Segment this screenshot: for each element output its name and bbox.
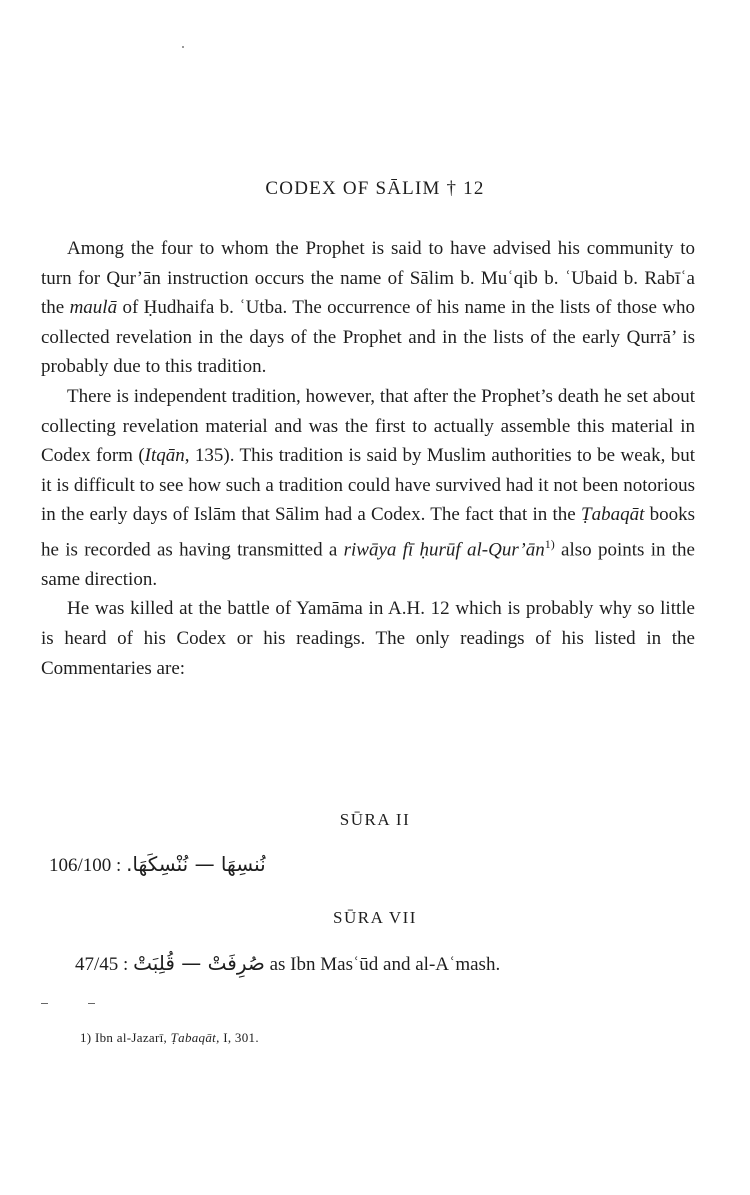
arabic-variant: صُرِفَتْ — قُلِبَتْ [133, 951, 265, 975]
paragraph-3-text: He was killed at the battle of Yamāma in A.H. 12 which is probably why so little is heard of his Codex or his readings. The only readings of his listed in the Commentaries are: [41, 598, 695, 679]
paragraph-2-text-a: There is independent tradition, however, that after the Prophet’s death he set about collecting revelation material and was the first to actually assemble this material in Codex form ( [41, 385, 695, 467]
footnote [80, 1030, 259, 1046]
footnote-author: Ibn al-Jazarī, [95, 1030, 168, 1045]
page-title: CODEX OF SĀLIM † 12 [265, 178, 485, 199]
paragraph-1-text: Among the four to whom the Prophet is said to have advised his community to turn for Qur’ān instruction occurs the name of Sālim b. Muʿqib b. ʿUbaid b. Rabīʿa the [41, 238, 695, 319]
footnote-rule [41, 1003, 48, 1004]
paragraph-1 [41, 234, 695, 382]
paragraph-2-text-c: books he is recorded as having transmitted a [41, 504, 696, 561]
sura-2-reading [49, 852, 266, 877]
paragraph-2-text-b: , 135). This tradition is said by Muslim authorities to be weak, but it is difficult to see how such a tradition could have survived had it not been notorious in the early days of Islām that Sālim had a Codex. The fact that in the [41, 445, 695, 526]
sura-7-reading [75, 951, 500, 976]
reading-note: as Ibn Masʿūd and al-Aʿmash. [269, 954, 501, 975]
verse-number: 47/45 : [75, 954, 129, 975]
footnote-rule [88, 1003, 95, 1004]
sura-7-heading: SŪRA VII [333, 908, 417, 927]
paragraph-3 [41, 594, 695, 683]
verse-number: 106/100 : [49, 855, 122, 876]
tabaqat-term: Ṭabaqāt [581, 504, 645, 526]
riwaya-term: riwāya fī ḥurūf al-Qur’ān [343, 539, 545, 561]
arabic-variant: نُنسِهَا — نُنْسِكَهَا. [126, 852, 266, 876]
footnote-work: Ṭabaqāt, [170, 1030, 220, 1045]
paragraph-1-rest: of Ḥudhaifa b. ʿUtba. The occurrence of his name in the lists of those who collected revelation in the days of the Prophet and in the lists of the early Qurrā’ is probably due to this tradition. [41, 297, 696, 378]
maula-term: maulā [69, 297, 118, 319]
paragraph-2 [41, 382, 695, 594]
body-text [41, 234, 695, 683]
footnote-reference: I, 301. [223, 1030, 259, 1045]
itqan-term: Itqān [144, 445, 185, 467]
footnote-number: 1) [80, 1030, 92, 1045]
scan-speck [182, 46, 184, 48]
sura-2-heading: SŪRA II [339, 810, 411, 829]
paragraph-2-text-d: also points in the same direction. [41, 539, 695, 590]
footnote-marker: 1) [544, 536, 555, 551]
